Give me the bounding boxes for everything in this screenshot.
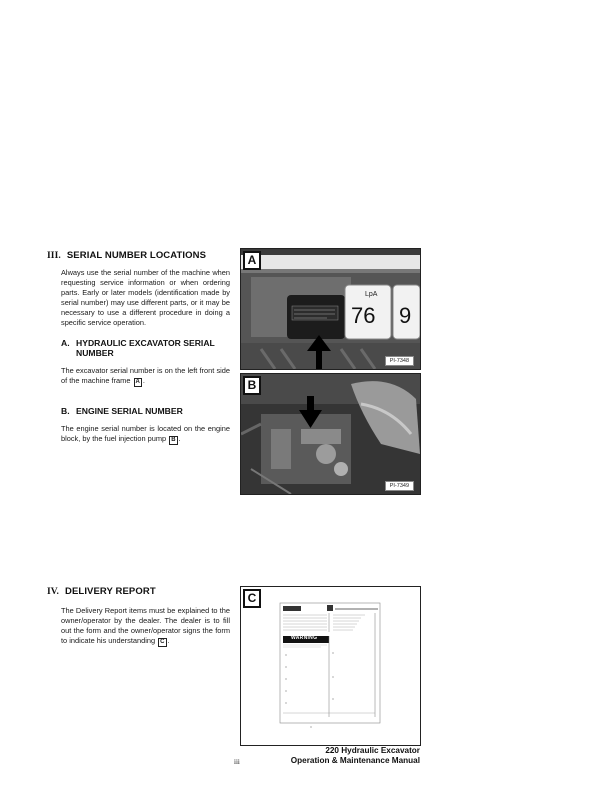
section-4-number: IV. [47,587,60,597]
figure-b-label: B [243,376,261,395]
section-3-title: SERIAL NUMBER LOCATIONS [66,250,207,261]
subsection-b-end: . [178,433,181,443]
plate-number-2: 9 [399,303,412,328]
section-3-number: III. [47,251,61,261]
figure-a-photo [240,248,421,370]
subsection-a-letter: A. [61,338,70,348]
section-4-title: DELIVERY REPORT [65,586,156,597]
figure-c-frame [240,586,421,746]
figure-ref-a: A [135,378,140,385]
figure-b-illustration [241,374,420,494]
subsection-b-body: The engine serial number is located on the engine block, by the fuel injection pump [61,424,230,443]
footer-line1: 220 Hydraulic Excavator [325,746,420,755]
section-4-text [61,606,230,647]
subsection-a-end: . [142,375,145,385]
subsection-b-text [61,424,230,445]
figure-a-tag: PI-7348 [385,356,414,366]
section-3-heading [47,250,206,261]
subsection-a-body: The excavator serial number is on the left front side of the machine frame [61,366,230,385]
figure-c-label: C [243,589,261,608]
subsection-b-heading [61,406,183,416]
section-4-end: . [167,635,170,645]
figure-ref-c: C [160,638,165,645]
subsection-a-heading [61,338,233,359]
footer-line2: Operation & Maintenance Manual [290,756,420,765]
plate-number: 76 [351,303,376,328]
subsection-b-title: ENGINE SERIAL NUMBER [76,406,183,416]
figure-a-label: A [243,251,261,270]
figure-a-illustration [241,249,420,369]
form-warning-text: WARNING [291,635,318,641]
figure-b-tag: PI-7349 [385,481,414,491]
section-4-heading [47,586,156,597]
figure-c-form-illustration [241,587,420,745]
page-number: iii [234,758,240,766]
footer-title [291,746,420,766]
section-4-body: The Delivery Report items must be explained to the owner/operator by the dealer. The dealer is to fill out the form and the owner/operator signs the form to indicate his understanding [61,606,230,645]
subsection-a-title-line2: NUMBER [76,348,114,359]
plate-letters: LpA [365,291,378,298]
subsection-a-text [61,366,230,387]
subsection-b-letter: B. [61,406,70,416]
figure-ref-b: B [171,436,176,443]
figure-b-photo [240,373,421,495]
subsection-a-title-line1: HYDRAULIC EXCAVATOR SERIAL [76,338,215,348]
section-3-intro: Always use the serial number of the machine when requesting service information or when ordering parts. Early or later models (identification made by serial number) may use different parts, or it may be necessary to use a different procedure in doing a specific service operation. [61,268,230,327]
